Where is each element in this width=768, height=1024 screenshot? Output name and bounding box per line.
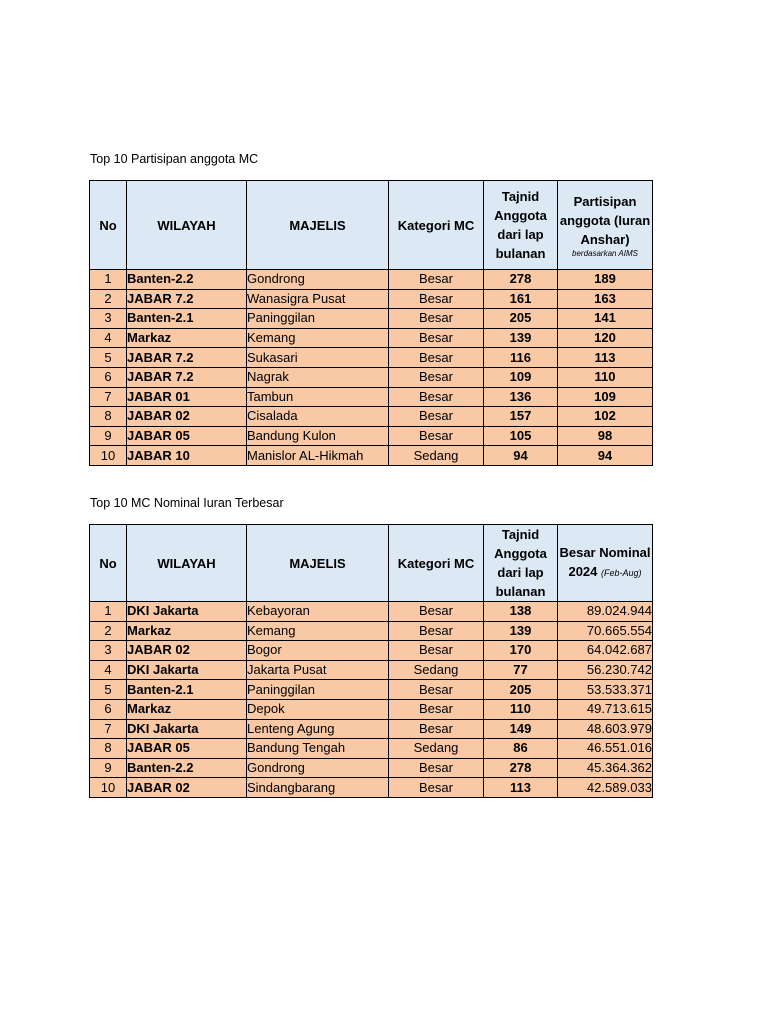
- cell-no: 4: [90, 328, 127, 348]
- cell-majelis: Paninggilan: [247, 680, 389, 700]
- cell-kategori: Besar: [389, 641, 484, 661]
- header-wilayah: WILAYAH: [127, 181, 247, 270]
- cell-kategori: Besar: [389, 758, 484, 778]
- cell-no: 3: [90, 641, 127, 661]
- cell-wilayah: DKI Jakarta: [127, 602, 247, 622]
- cell-wilayah: Banten-2.1: [127, 680, 247, 700]
- cell-majelis: Sukasari: [247, 348, 389, 368]
- table-row: [90, 426, 653, 446]
- cell-majelis: Kemang: [247, 621, 389, 641]
- cell-partisipan: 141: [558, 309, 653, 329]
- cell-no: 4: [90, 660, 127, 680]
- table2-caption: Top 10 MC Nominal Iuran Terbesar: [90, 496, 284, 510]
- cell-wilayah: Markaz: [127, 621, 247, 641]
- cell-tajnid: 105: [484, 426, 558, 446]
- header-tajnid: Tajnid Anggota dari lap bulanan: [484, 525, 558, 602]
- header-majelis: MAJELIS: [247, 181, 389, 270]
- header-kategori: Kategori MC: [389, 525, 484, 602]
- cell-kategori: Besar: [389, 426, 484, 446]
- cell-majelis: Manislor AL-Hikmah: [247, 446, 389, 466]
- cell-kategori: Besar: [389, 778, 484, 798]
- cell-kategori: Besar: [389, 621, 484, 641]
- cell-majelis: Paninggilan: [247, 309, 389, 329]
- cell-kategori: Besar: [389, 602, 484, 622]
- cell-majelis: Lenteng Agung: [247, 719, 389, 739]
- cell-majelis: Sindangbarang: [247, 778, 389, 798]
- cell-majelis: Kebayoran: [247, 602, 389, 622]
- table-row: [90, 367, 653, 387]
- cell-kategori: Besar: [389, 699, 484, 719]
- table-row: [90, 778, 653, 798]
- cell-no: 2: [90, 289, 127, 309]
- table-row: [90, 641, 653, 661]
- cell-nominal: 45.364.362: [558, 758, 653, 778]
- cell-tajnid: 109: [484, 367, 558, 387]
- cell-wilayah: Banten-2.2: [127, 758, 247, 778]
- cell-wilayah: DKI Jakarta: [127, 660, 247, 680]
- table-row: [90, 758, 653, 778]
- header-wilayah: WILAYAH: [127, 525, 247, 602]
- table-row: [90, 719, 653, 739]
- header-nominal-label: Besar Nominal 2024: [559, 545, 651, 579]
- cell-tajnid: 77: [484, 660, 558, 680]
- cell-majelis: Kemang: [247, 328, 389, 348]
- cell-wilayah: JABAR 02: [127, 407, 247, 427]
- cell-kategori: Besar: [389, 328, 484, 348]
- cell-tajnid: 205: [484, 309, 558, 329]
- table-row: [90, 446, 653, 466]
- cell-partisipan: 94: [558, 446, 653, 466]
- cell-no: 6: [90, 699, 127, 719]
- cell-kategori: Besar: [389, 680, 484, 700]
- table-nominal: [89, 524, 653, 798]
- cell-wilayah: JABAR 05: [127, 426, 247, 446]
- cell-partisipan: 189: [558, 270, 653, 290]
- cell-majelis: Wanasigra Pusat: [247, 289, 389, 309]
- cell-wilayah: Markaz: [127, 699, 247, 719]
- cell-no: 1: [90, 602, 127, 622]
- cell-partisipan: 98: [558, 426, 653, 446]
- cell-partisipan: 113: [558, 348, 653, 368]
- cell-kategori: Sedang: [389, 446, 484, 466]
- table-row: [90, 602, 653, 622]
- cell-majelis: Bandung Tengah: [247, 739, 389, 759]
- header-partisipan-label: Partisipan anggota (Iuran Anshar): [559, 193, 651, 247]
- header-majelis: MAJELIS: [247, 525, 389, 602]
- cell-wilayah: JABAR 02: [127, 641, 247, 661]
- cell-tajnid: 170: [484, 641, 558, 661]
- cell-nominal: 48.603.979: [558, 719, 653, 739]
- cell-tajnid: 205: [484, 680, 558, 700]
- cell-tajnid: 94: [484, 446, 558, 466]
- cell-partisipan: 120: [558, 328, 653, 348]
- header-nominal-note: (Feb-Aug): [601, 568, 642, 578]
- header-partisipan-note: berdasarkan AIMS: [572, 248, 638, 258]
- table-row: [90, 328, 653, 348]
- header-nominal: [558, 525, 653, 602]
- header-kategori: Kategori MC: [389, 181, 484, 270]
- table-row: [90, 699, 653, 719]
- cell-wilayah: JABAR 7.2: [127, 367, 247, 387]
- cell-majelis: Gondrong: [247, 270, 389, 290]
- table-row: [90, 680, 653, 700]
- table-row: [90, 407, 653, 427]
- cell-partisipan: 163: [558, 289, 653, 309]
- cell-no: 7: [90, 719, 127, 739]
- cell-no: 6: [90, 367, 127, 387]
- cell-no: 9: [90, 426, 127, 446]
- cell-wilayah: Banten-2.1: [127, 309, 247, 329]
- cell-no: 5: [90, 680, 127, 700]
- cell-tajnid: 157: [484, 407, 558, 427]
- cell-no: 2: [90, 621, 127, 641]
- table-row: [90, 289, 653, 309]
- cell-kategori: Besar: [389, 348, 484, 368]
- header-tajnid: Tajnid Anggota dari lap bulanan: [484, 181, 558, 270]
- cell-wilayah: JABAR 01: [127, 387, 247, 407]
- cell-majelis: Jakarta Pusat: [247, 660, 389, 680]
- cell-no: 7: [90, 387, 127, 407]
- cell-tajnid: 113: [484, 778, 558, 798]
- cell-kategori: Besar: [389, 407, 484, 427]
- cell-tajnid: 161: [484, 289, 558, 309]
- cell-no: 5: [90, 348, 127, 368]
- cell-wilayah: JABAR 02: [127, 778, 247, 798]
- cell-wilayah: Markaz: [127, 328, 247, 348]
- cell-no: 10: [90, 778, 127, 798]
- cell-nominal: 70.665.554: [558, 621, 653, 641]
- cell-partisipan: 110: [558, 367, 653, 387]
- cell-wilayah: JABAR 7.2: [127, 289, 247, 309]
- cell-tajnid: 149: [484, 719, 558, 739]
- cell-tajnid: 278: [484, 758, 558, 778]
- header-no: No: [90, 525, 127, 602]
- table-partisipan: [89, 180, 653, 466]
- cell-no: 1: [90, 270, 127, 290]
- cell-partisipan: 102: [558, 407, 653, 427]
- table1-caption: Top 10 Partisipan anggota MC: [90, 152, 259, 166]
- cell-kategori: Besar: [389, 289, 484, 309]
- header-partisipan: [558, 181, 653, 270]
- cell-kategori: Besar: [389, 270, 484, 290]
- cell-tajnid: 116: [484, 348, 558, 368]
- cell-wilayah: JABAR 10: [127, 446, 247, 466]
- table-row: [90, 621, 653, 641]
- cell-majelis: Cisalada: [247, 407, 389, 427]
- cell-nominal: 49.713.615: [558, 699, 653, 719]
- table-row: [90, 309, 653, 329]
- cell-majelis: Gondrong: [247, 758, 389, 778]
- cell-kategori: Besar: [389, 309, 484, 329]
- cell-no: 8: [90, 407, 127, 427]
- cell-tajnid: 138: [484, 602, 558, 622]
- cell-kategori: Sedang: [389, 660, 484, 680]
- cell-tajnid: 110: [484, 699, 558, 719]
- cell-nominal: 46.551.016: [558, 739, 653, 759]
- cell-nominal: 42.589.033: [558, 778, 653, 798]
- cell-majelis: Nagrak: [247, 367, 389, 387]
- cell-wilayah: JABAR 7.2: [127, 348, 247, 368]
- table-row: [90, 739, 653, 759]
- cell-nominal: 64.042.687: [558, 641, 653, 661]
- cell-tajnid: 136: [484, 387, 558, 407]
- cell-majelis: Bandung Kulon: [247, 426, 389, 446]
- table-row: [90, 660, 653, 680]
- cell-tajnid: 139: [484, 328, 558, 348]
- cell-tajnid: 278: [484, 270, 558, 290]
- cell-no: 10: [90, 446, 127, 466]
- cell-partisipan: 109: [558, 387, 653, 407]
- cell-wilayah: DKI Jakarta: [127, 719, 247, 739]
- cell-tajnid: 86: [484, 739, 558, 759]
- cell-tajnid: 139: [484, 621, 558, 641]
- cell-kategori: Besar: [389, 387, 484, 407]
- cell-majelis: Tambun: [247, 387, 389, 407]
- cell-kategori: Besar: [389, 719, 484, 739]
- cell-majelis: Depok: [247, 699, 389, 719]
- cell-majelis: Bogor: [247, 641, 389, 661]
- cell-no: 9: [90, 758, 127, 778]
- cell-nominal: 89.024.944: [558, 602, 653, 622]
- cell-nominal: 53.533.371: [558, 680, 653, 700]
- table-row: [90, 348, 653, 368]
- cell-no: 3: [90, 309, 127, 329]
- cell-no: 8: [90, 739, 127, 759]
- header-no: No: [90, 181, 127, 270]
- table-row: [90, 270, 653, 290]
- cell-wilayah: Banten-2.2: [127, 270, 247, 290]
- cell-kategori: Besar: [389, 367, 484, 387]
- cell-wilayah: JABAR 05: [127, 739, 247, 759]
- cell-nominal: 56.230.742: [558, 660, 653, 680]
- cell-kategori: Sedang: [389, 739, 484, 759]
- table-row: [90, 387, 653, 407]
